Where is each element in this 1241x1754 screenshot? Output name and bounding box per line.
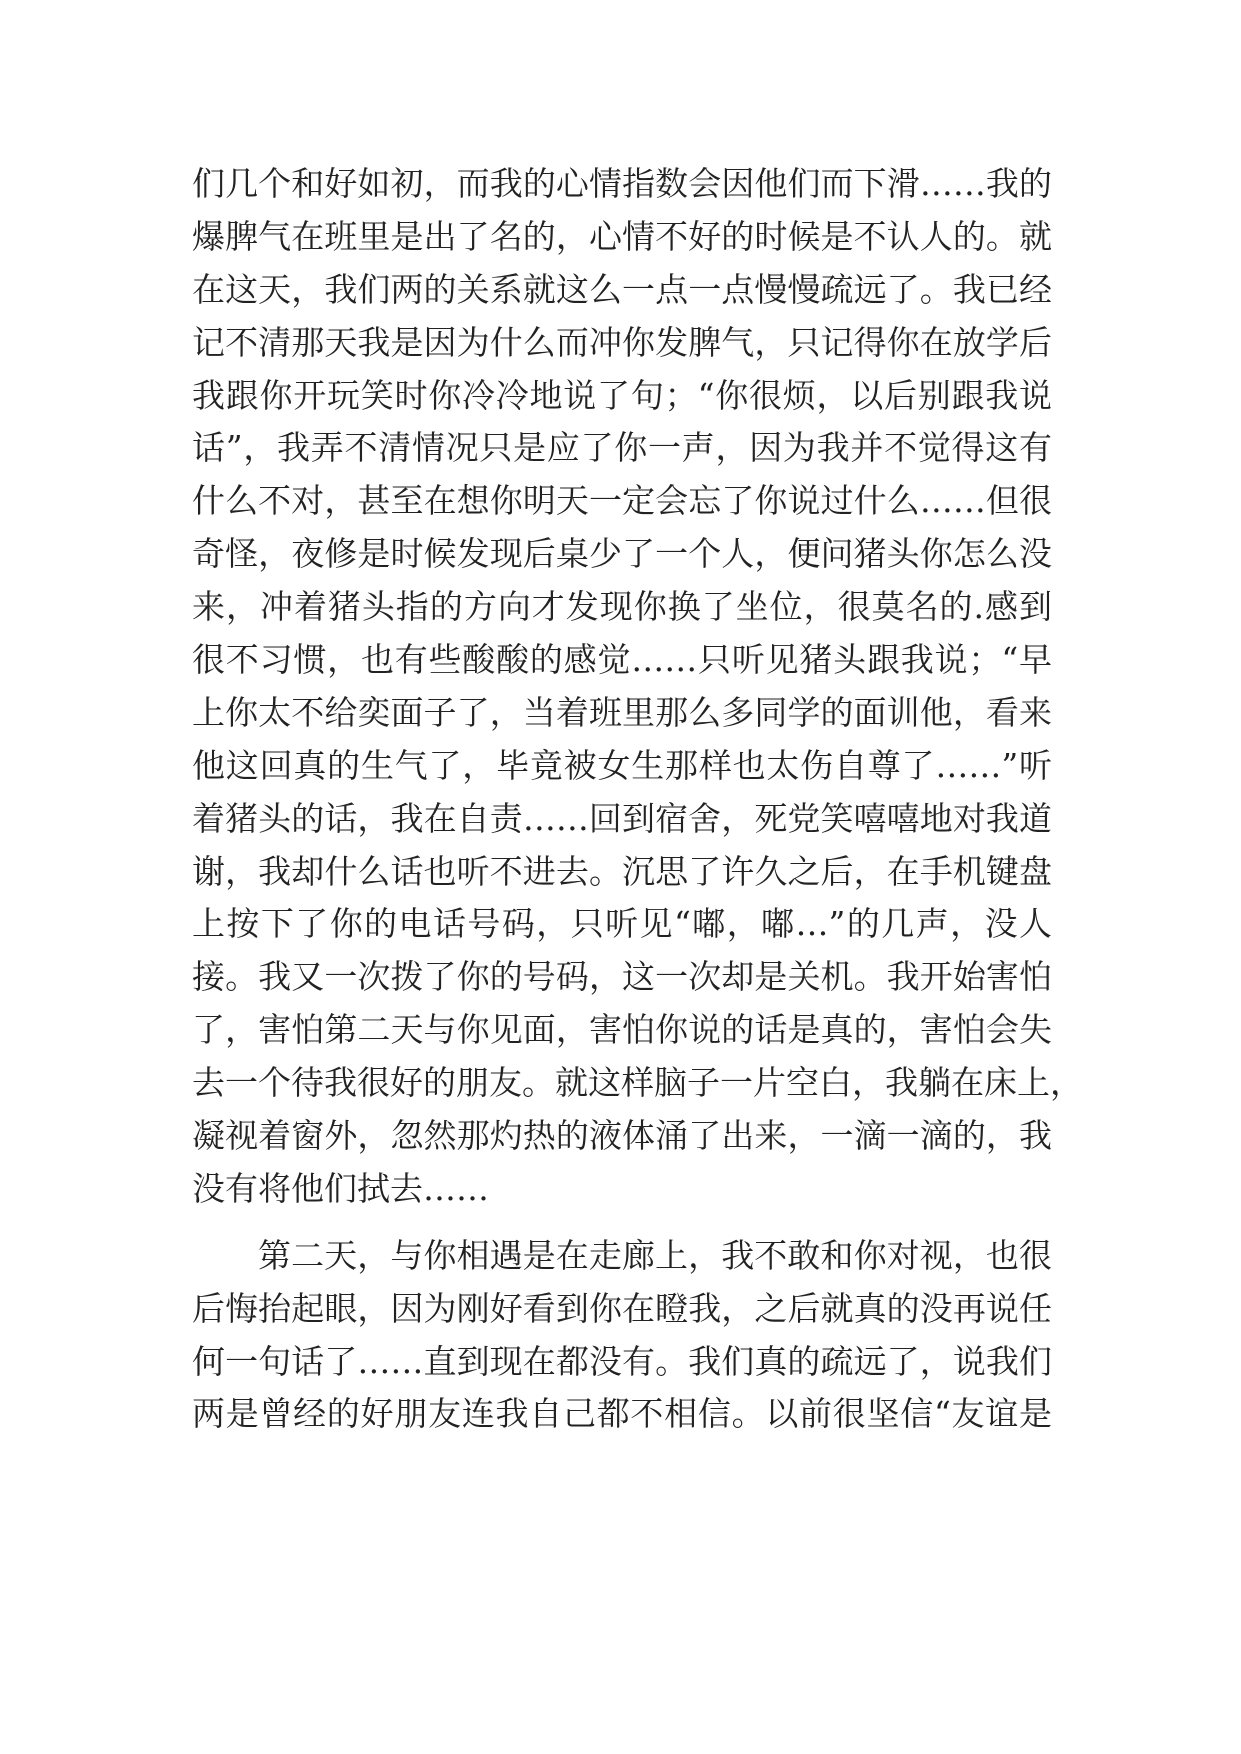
- paragraph-gap: [192, 1216, 1052, 1230]
- text-line: 们几个和好如初，而我的心情指数会因他们而下滑……我的: [192, 164, 1052, 203]
- text-line: 我跟你开玩笑时你冷冷地说了句；“你很烦，以后别跟我说: [192, 375, 1052, 415]
- text-line: 接。我又一次拨了你的号码，这一次却是关机。我开始害怕: [192, 957, 1052, 997]
- body-text: [192, 158, 1083, 1441]
- text-line: 什么不对，甚至在想你明天一定会忘了你说过什么……但很: [192, 481, 1052, 521]
- text-line: 奇怪，夜修是时候发现后桌少了一个人，便问猪头你怎么没: [192, 534, 1052, 574]
- text-line: 两是曾经的好朋友连我自己都不相信。以前很坚信“友谊是: [192, 1394, 1052, 1434]
- text-line: 很不习惯，也有些酸酸的感觉……只听见猪头跟我说；“早: [192, 640, 1052, 680]
- text-line: 来，冲着猪头指的方向才发现你换了坐位，很莫名的.感到: [192, 587, 1052, 627]
- text-line: 后悔抬起眼，因为刚好看到你在瞪我，之后就真的没再说任: [192, 1288, 1052, 1328]
- text-line: 第二天，与你相遇是在走廊上，我不敢和你对视，也很: [258, 1235, 1052, 1275]
- paragraph-1: [192, 158, 1083, 1216]
- text-line: 着猪头的话，我在自责……回到宿舍，死党笑嘻嘻地对我道: [192, 798, 1052, 838]
- text-line: 谢，我却什么话也听不进去。沉思了许久之后，在手机键盘: [192, 851, 1052, 891]
- text-line: 去一个待我很好的朋友。就这样脑子一片空白，我躺在床上，: [192, 1063, 1083, 1103]
- text-line: 爆脾气在班里是出了名的，心情不好的时候是不认人的。就: [192, 216, 1052, 256]
- text-line: 了，害怕第二天与你见面，害怕你说的话是真的，害怕会失: [192, 1010, 1052, 1050]
- text-line: 上按下了你的电话号码，只听见“嘟，嘟…”的几声，没人: [192, 904, 1052, 944]
- text-line: 在这天，我们两的关系就这么一点一点慢慢疏远了。我已经: [192, 269, 1052, 309]
- text-line: 上你太不给奕面子了，当着班里那么多同学的面训他，看来: [192, 692, 1052, 732]
- text-line: 他这回真的生气了，毕竟被女生那样也太伤自尊了……”听: [192, 745, 1052, 785]
- text-line: 何一句话了……直到现在都没有。我们真的疏远了，说我们: [192, 1341, 1052, 1381]
- text-line: 没有将他们拭去……: [192, 1168, 489, 1208]
- paragraph-2: [192, 1230, 1052, 1442]
- text-line: 凝视着窗外，忽然那灼热的液体涌了出来，一滴一滴的，我: [192, 1116, 1052, 1156]
- text-line: 话”，我弄不清情况只是应了你一声，因为我并不觉得这有: [192, 428, 1052, 468]
- text-line: 记不清那天我是因为什么而冲你发脾气，只记得你在放学后: [192, 322, 1052, 362]
